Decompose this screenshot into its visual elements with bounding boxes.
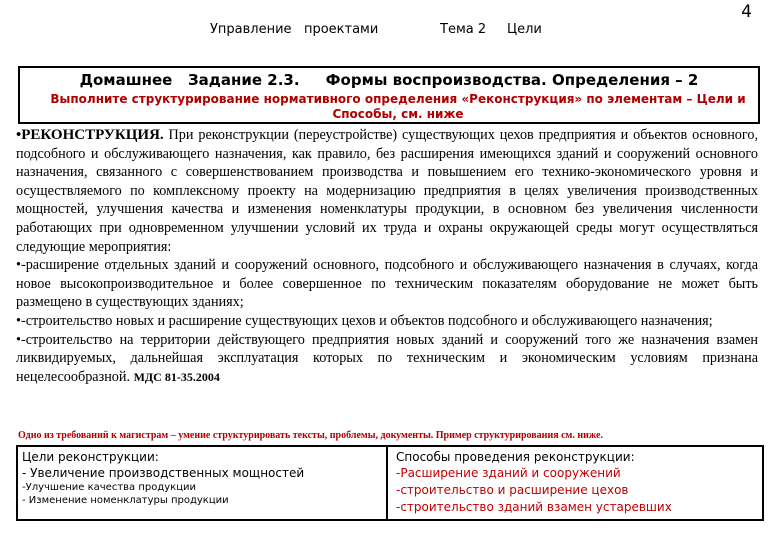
- goal-item: -Улучшение качества продукции: [22, 482, 197, 493]
- goal-item: - Изменение номенклатуры продукции: [22, 495, 229, 506]
- method-item: -строительство зданий взамен устаревших: [396, 500, 672, 514]
- task-instruction: Выполните структурирование нормативного определения «Реконструкция» по элементам – Цели и Способы, см. ниже: [50, 92, 746, 121]
- measure-item: •-расширение отдельных зданий и сооружений основного, подсобного и обслуживающего назначения в случаях, когда новое высокопроизводительное и более совершенное по техническим показателям оборудование не может быть размещено в существующих зданиях;: [16, 257, 758, 311]
- methods-heading: Способы проведения реконструкции:: [396, 450, 635, 464]
- definition-text: [16, 126, 758, 386]
- definition-term: •РЕКОНСТРУКЦИЯ.: [16, 127, 164, 143]
- method-item: -Расширение зданий и сооружений: [396, 466, 621, 480]
- goals-heading: Цели реконструкции:: [22, 450, 159, 464]
- goal-item: - Увеличение производственных мощностей: [22, 466, 305, 480]
- definition-intro-text: При реконструкции (переустройстве) существующих цехов предприятия и объектов основного, подсобного и обслуживающего назначения, как правило, без расширения имеющихся зданий и сооружений основного назначения, связанного с совершенствованием производства и повышением его технико-экономического уровня и осуществляемого по комплексному проекту на модернизацию предприятия в целях увеличения производственных мощностей, улучшения качества и изменения номенклатуры продукции, в основном без увеличения численности работающих при одновременном улучшении условий их труда и охраны окружающей среды могут осуществляться следующие мероприятия:: [16, 127, 758, 255]
- measure-item-text: •-строительство на территории действующего предприятия новых зданий и сооружений того же назначения взамен ликвидируемых, дальнейшая эксплуатация которых по техническим и экономическим условиям признана нецелесообразной.: [16, 331, 758, 385]
- method-item: -строительство и расширение цехов: [396, 483, 629, 497]
- assignment-title: Домашнее Задание 2.3. Формы воспроизводства. Определения – 2: [79, 71, 699, 89]
- header-course: Управление проектами: [210, 22, 379, 37]
- measure-item: [16, 331, 758, 387]
- magister-note: Одно из требований к магистрам – умение структурировать тексты, проблемы, документы. Пример структурирования см. ниже.: [18, 430, 603, 441]
- goals-column: [18, 447, 388, 519]
- structure-table: [16, 445, 764, 521]
- header-section: Цели: [507, 22, 542, 37]
- definition-intro: [16, 126, 758, 256]
- methods-column: [388, 447, 762, 519]
- title-box: [18, 66, 760, 124]
- header-topic: Тема 2: [440, 22, 487, 37]
- norm-reference: МДС 81-35.2004: [133, 369, 220, 384]
- measure-item: •-строительство новых и расширение существующих цехов и объектов подсобного и обслуживающего назначения;: [16, 312, 713, 329]
- page-number: 4: [741, 2, 752, 22]
